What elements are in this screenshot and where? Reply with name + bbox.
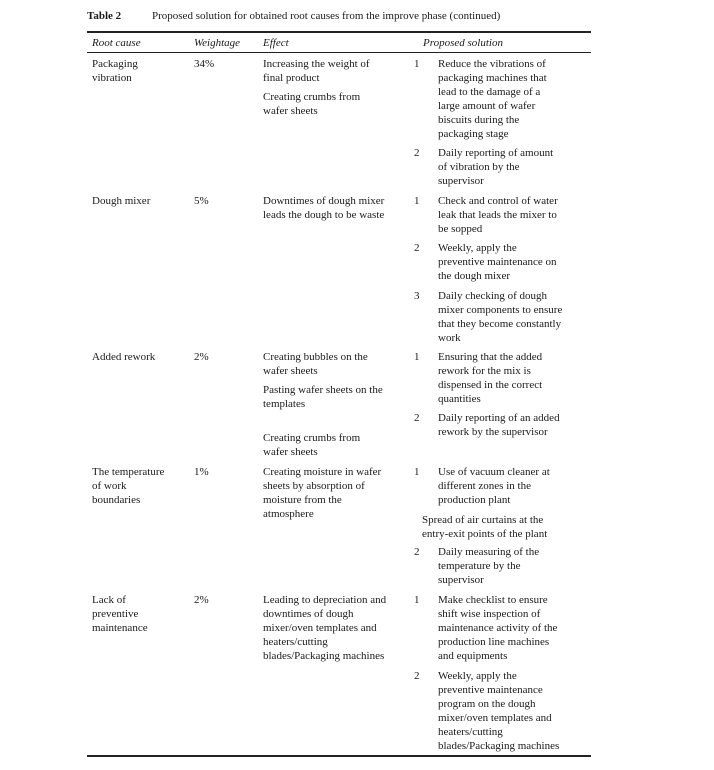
weightage-cell: 2% bbox=[194, 351, 209, 363]
solution-text: Daily measuring of the temperature by the supervisor bbox=[438, 546, 540, 586]
solution-text: Weekly, apply the preventive maintenance program on the dough mixer/oven templates and heaters/cutting blades/Packaging machines bbox=[438, 670, 560, 752]
solution-number: 2 bbox=[414, 147, 420, 159]
solution-text: Make checklist to ensure shift wise inspection of maintenance activity of the production line machines and equipments bbox=[438, 594, 558, 662]
solution-text: Use of vacuum cleaner at different zones in the production plant bbox=[438, 466, 550, 506]
solution-number: 1 bbox=[414, 351, 420, 363]
solution-text: Ensuring that the added rework for the mix is dispensed in the correct quantities bbox=[438, 351, 543, 405]
effect-item: Increasing the weight of final product bbox=[263, 58, 370, 84]
solution-text: Check and control of water leak that leads the mixer to be sopped bbox=[438, 195, 558, 235]
solution-number: 1 bbox=[414, 466, 420, 478]
column-header-root-cause: Root cause bbox=[92, 37, 141, 49]
weightage-cell: 34% bbox=[194, 58, 215, 70]
effect-item: Leading to depreciation and downtimes of dough mixer/oven templates and heaters/cutting blades/Packaging machines bbox=[263, 594, 387, 662]
table-header-rule bbox=[87, 52, 591, 53]
solution-number: 2 bbox=[414, 242, 420, 254]
root-cause-cell: The temperature of work boundaries bbox=[92, 466, 165, 506]
solution-text: Daily reporting of an added rework by the supervisor bbox=[438, 412, 560, 438]
solution-text: Reduce the vibrations of packaging machines that lead to the damage of a large amount of wafer biscuits during the packaging stage bbox=[438, 58, 547, 140]
solution-text: Daily checking of dough mixer components to ensure that they become constantly work bbox=[438, 290, 563, 344]
solution-number: 2 bbox=[414, 670, 420, 682]
weightage-cell: 1% bbox=[194, 466, 209, 478]
solution-number: 2 bbox=[414, 412, 420, 424]
table-caption-text: Proposed solution for obtained root causes from the improve phase (continued) bbox=[152, 10, 501, 22]
table-top-rule bbox=[87, 31, 591, 33]
table-bottom-rule bbox=[87, 755, 591, 757]
solution-number: 3 bbox=[414, 290, 420, 302]
solution-text: Daily reporting of amount of vibration by the supervisor bbox=[438, 147, 554, 187]
effect-item: Creating crumbs from wafer sheets bbox=[263, 432, 361, 458]
effect-item: Creating bubbles on the wafer sheets bbox=[263, 351, 368, 377]
root-cause-cell: Packaging vibration bbox=[92, 58, 138, 84]
solution-number: 1 bbox=[414, 594, 420, 606]
effect-item: Downtimes of dough mixer leads the dough to be waste bbox=[263, 195, 385, 221]
solution-number: 2 bbox=[414, 546, 420, 558]
root-cause-cell: Dough mixer bbox=[92, 195, 151, 207]
column-header-weightage: Weightage bbox=[194, 37, 241, 49]
root-cause-cell: Lack of preventive maintenance bbox=[92, 594, 148, 634]
column-header-proposed-solution: Proposed solution bbox=[423, 37, 503, 49]
weightage-cell: 5% bbox=[194, 195, 209, 207]
column-header-effect: Effect bbox=[263, 37, 289, 49]
effect-item: Creating moisture in wafer sheets by absorption of moisture from the atmosphere bbox=[263, 466, 382, 520]
effect-item: Pasting wafer sheets on the templates bbox=[263, 384, 383, 410]
solution-number: 1 bbox=[414, 195, 420, 207]
effect-item: Creating crumbs from wafer sheets bbox=[263, 91, 361, 117]
root-cause-cell: Added rework bbox=[92, 351, 156, 363]
solution-text: Weekly, apply the preventive maintenance on the dough mixer bbox=[438, 242, 557, 282]
weightage-cell: 2% bbox=[194, 594, 209, 606]
solution-number: 1 bbox=[414, 58, 420, 70]
table-caption-label: Table 2 bbox=[87, 10, 122, 22]
solution-text: Spread of air curtains at the entry-exit points of the plant bbox=[422, 514, 548, 540]
